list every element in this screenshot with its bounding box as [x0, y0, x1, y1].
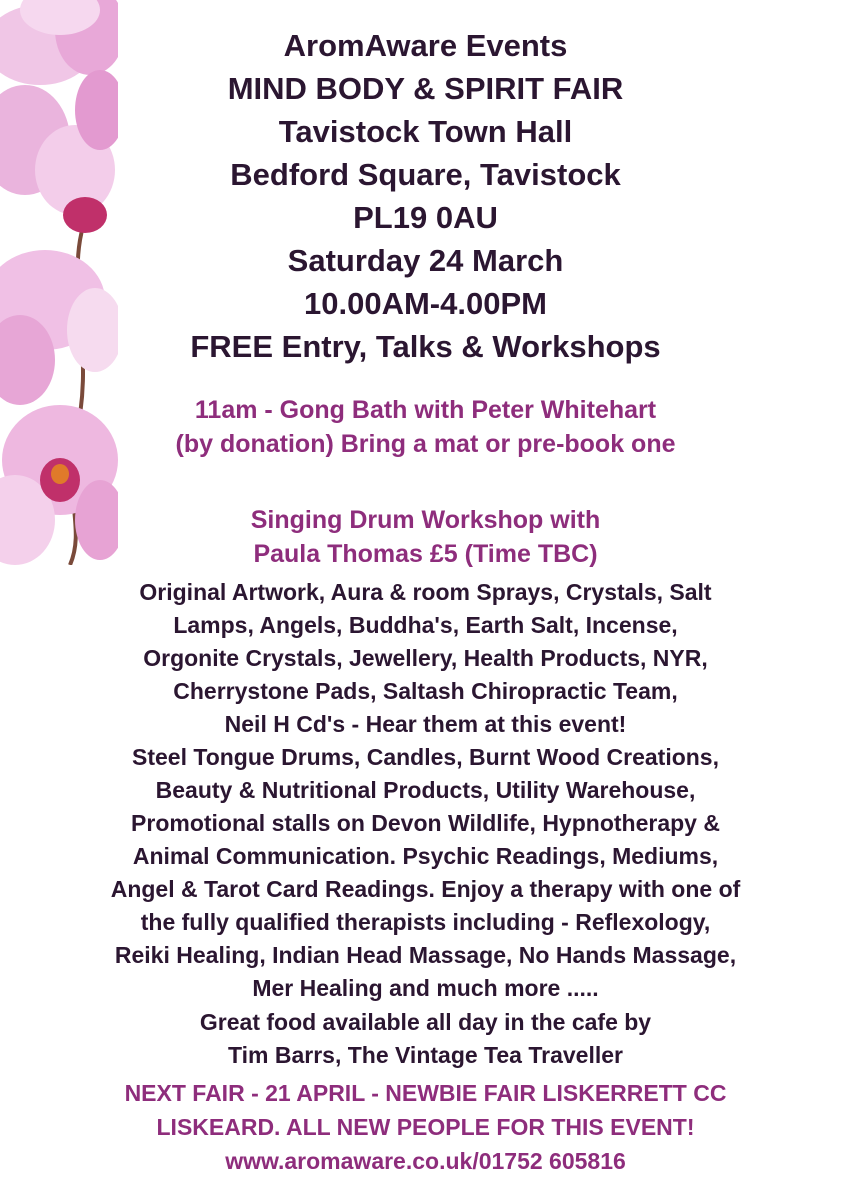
organizer-title: AromAware Events: [283, 28, 568, 63]
stall-line: Animal Communication. Psychic Readings, Mediums,: [132, 843, 719, 869]
postcode: PL19 0AU: [353, 200, 498, 235]
stall-line: the fully qualified therapists including - Reflexology,: [140, 909, 711, 935]
stall-line: Neil H Cd's - Hear them at this event!: [224, 711, 627, 737]
contact-info[interactable]: www.aromaware.co.uk/01752 605816: [225, 1148, 626, 1174]
stall-line: Cherrystone Pads, Saltash Chiropractic Team,: [173, 678, 678, 704]
gong-bath-line2: (by donation) Bring a mat or pre-book one: [175, 430, 676, 458]
stall-line: Mer Healing and much more .....: [252, 975, 599, 1001]
event-date: Saturday 24 March: [287, 243, 564, 278]
drum-workshop-line1: Singing Drum Workshop with: [250, 506, 601, 534]
gong-bath-line1: 11am - Gong Bath with Peter Whitehart: [194, 396, 657, 424]
stall-line: Reiki Healing, Indian Head Massage, No Hands Massage,: [114, 942, 737, 968]
next-fair-line2: LISKEARD. ALL NEW PEOPLE FOR THIS EVENT!: [156, 1114, 695, 1140]
cafe-line: Great food available all day in the cafe by: [199, 1009, 652, 1035]
stall-line: Steel Tongue Drums, Candles, Burnt Wood Creations,: [132, 744, 719, 770]
stall-line: Lamps, Angels, Buddha's, Earth Salt, Incense,: [173, 612, 678, 638]
event-time: 10.00AM-4.00PM: [304, 286, 547, 321]
address: Bedford Square, Tavistock: [230, 157, 621, 192]
entry-info: FREE Entry, Talks & Workshops: [190, 329, 661, 364]
stall-line: Original Artwork, Aura & room Sprays, Crystals, Salt: [139, 579, 712, 605]
drum-workshop-line2: Paula Thomas £5 (Time TBC): [253, 540, 598, 568]
stall-line: Orgonite Crystals, Jewellery, Health Products, NYR,: [143, 645, 708, 671]
stall-line: Angel & Tarot Card Readings. Enjoy a therapy with one of: [110, 876, 741, 902]
next-fair-line1: NEXT FAIR - 21 APRIL - NEWBIE FAIR LISKERRETT CC: [124, 1080, 727, 1106]
event-name: MIND BODY & SPIRIT FAIR: [227, 71, 624, 106]
stall-line: Promotional stalls on Devon Wildlife, Hypnotherapy &: [131, 810, 720, 836]
stall-line: Beauty & Nutritional Products, Utility Warehouse,: [155, 777, 696, 803]
venue: Tavistock Town Hall: [278, 114, 573, 149]
cafe-line: Tim Barrs, The Vintage Tea Traveller: [227, 1042, 623, 1068]
